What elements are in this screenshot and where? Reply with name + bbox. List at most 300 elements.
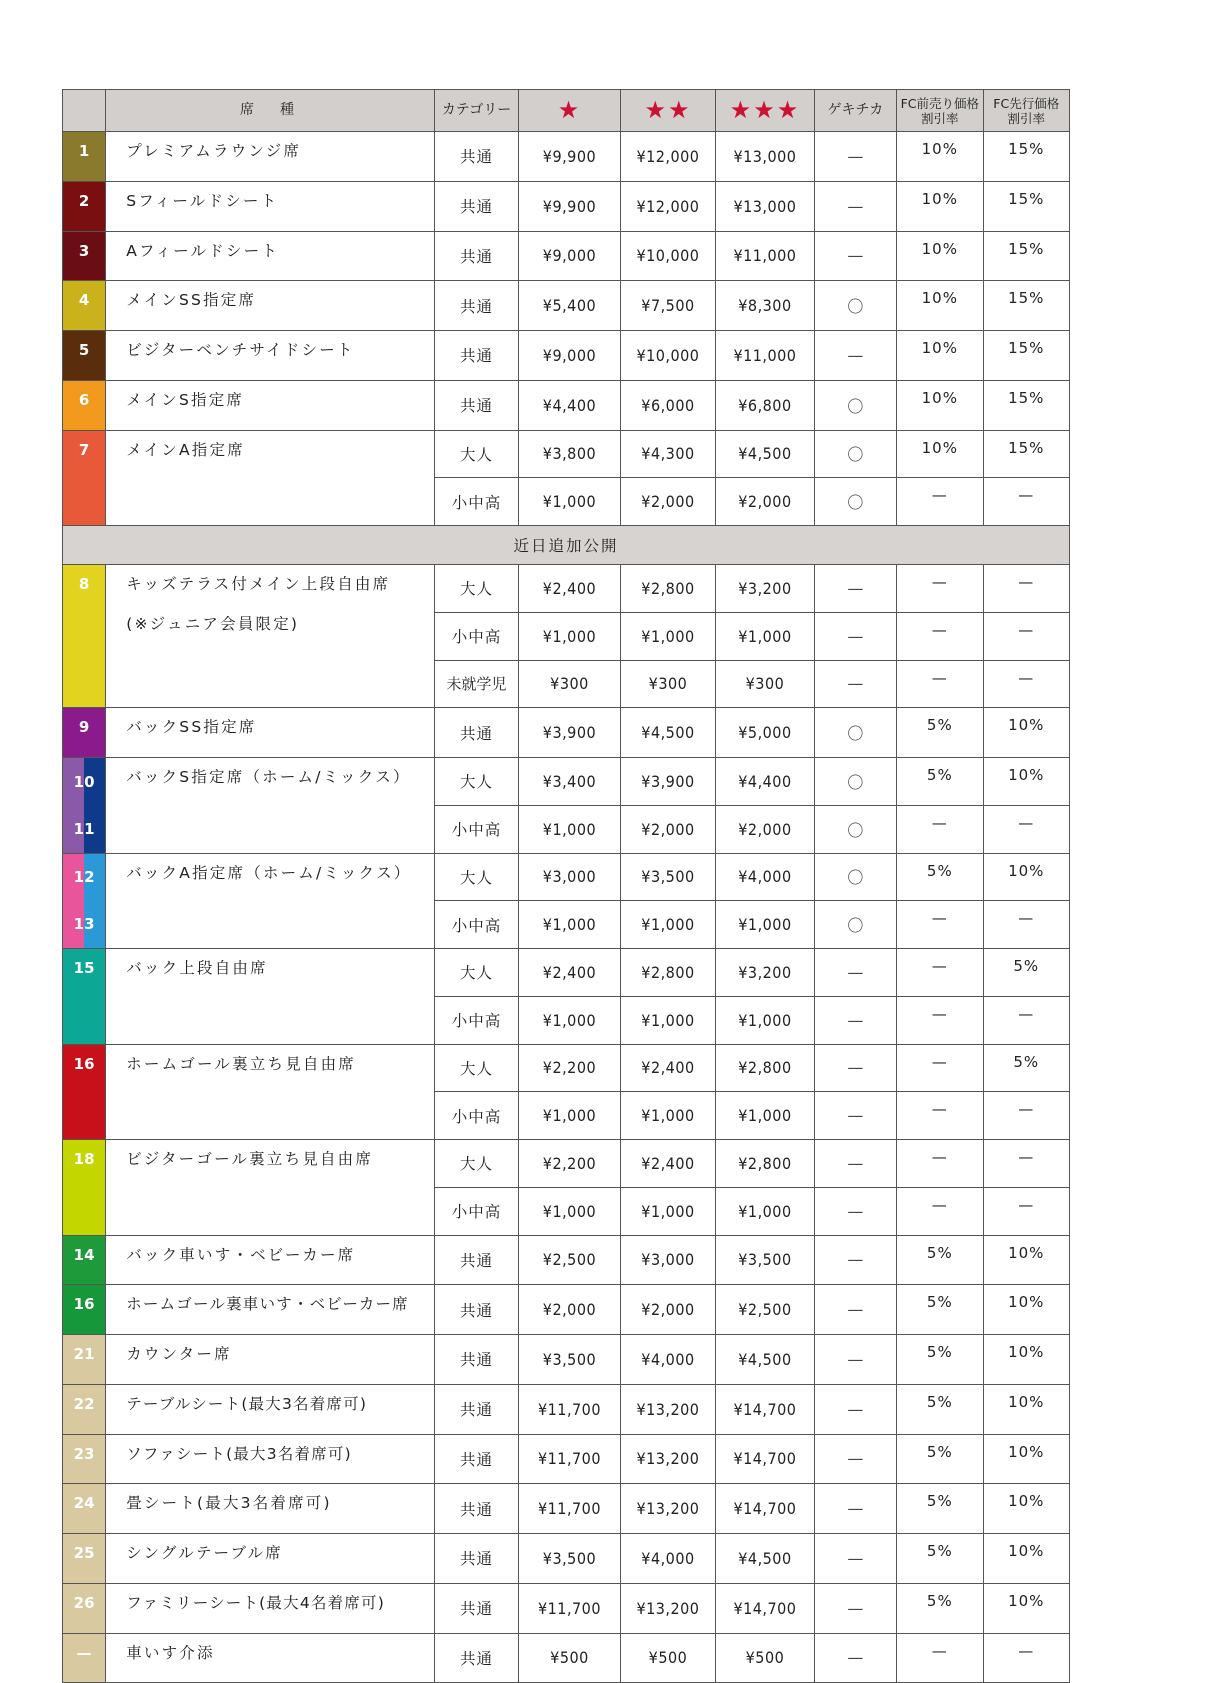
seat-name xyxy=(106,565,435,708)
table-row xyxy=(63,949,1070,997)
price-star2: ¥2,400 xyxy=(620,1140,715,1188)
fc-pre-discount: 10% xyxy=(897,181,983,231)
seat-number: 10 xyxy=(73,772,95,791)
price-star3: ¥1,000 xyxy=(716,1187,814,1235)
seat-number: 16 xyxy=(63,1044,106,1140)
category: 共通 xyxy=(434,132,518,182)
fc-pre-discount: 5% xyxy=(897,1434,983,1484)
price-star2: ¥2,000 xyxy=(620,805,715,853)
fc-adv-discount: — xyxy=(983,1140,1069,1188)
fc-pre-discount: — xyxy=(897,996,983,1044)
fc-pre-discount: — xyxy=(897,1092,983,1140)
fc-pre-discount: — xyxy=(897,660,983,708)
table-row xyxy=(63,565,1070,613)
price-star1: ¥3,500 xyxy=(519,1534,621,1584)
category: 共通 xyxy=(434,181,518,231)
fc-pre-discount: 5% xyxy=(897,853,983,901)
seat-name: バックS指定席（ホーム/ミックス） xyxy=(106,758,435,854)
category: 大人 xyxy=(434,565,518,613)
fc-pre-discount: 10% xyxy=(897,380,983,430)
category: 共通 xyxy=(434,1335,518,1385)
price-star1: ¥1,000 xyxy=(519,1092,621,1140)
price-star1: ¥3,400 xyxy=(519,758,621,806)
category: 大人 xyxy=(434,1044,518,1092)
price-star2: ¥13,200 xyxy=(620,1484,715,1534)
category: 共通 xyxy=(434,1534,518,1584)
geki: — xyxy=(814,181,896,231)
seat-number: 16 xyxy=(63,1285,106,1335)
category: 共通 xyxy=(434,1384,518,1434)
price-star3: ¥11,000 xyxy=(716,331,814,381)
seat-name: バック車いす・ベビーカー席 xyxy=(106,1235,435,1285)
price-star1: ¥2,400 xyxy=(519,565,621,613)
category: 大人 xyxy=(434,430,518,478)
price-star2: ¥13,200 xyxy=(620,1583,715,1633)
price-star3: ¥11,000 xyxy=(716,231,814,281)
price-star1: ¥11,700 xyxy=(519,1434,621,1484)
category: 共通 xyxy=(434,281,518,331)
seat-name: カウンター席 xyxy=(106,1335,435,1385)
section-label: 近日追加公開 xyxy=(63,526,1070,565)
price-star2: ¥4,300 xyxy=(620,430,715,478)
price-star1: ¥11,700 xyxy=(519,1484,621,1534)
category: 大人 xyxy=(434,758,518,806)
geki: — xyxy=(814,949,896,997)
category: 共通 xyxy=(434,1633,518,1683)
price-star3: ¥2,500 xyxy=(716,1285,814,1335)
category: 共通 xyxy=(434,380,518,430)
fc-adv-discount: 10% xyxy=(983,1534,1069,1584)
table-row xyxy=(63,758,1070,806)
table-row xyxy=(63,1633,1070,1683)
geki: 〇 xyxy=(814,380,896,430)
geki: — xyxy=(814,1092,896,1140)
header-fc-adv-l2: 割引率 xyxy=(1007,110,1046,126)
geki: — xyxy=(814,565,896,613)
price-star1: ¥5,400 xyxy=(519,281,621,331)
seat-number: 2 xyxy=(63,181,106,231)
geki: — xyxy=(814,1633,896,1683)
header-fc-pre-l1: FC前売り価格 xyxy=(900,95,980,111)
seat-name: バックSS指定席 xyxy=(106,708,435,758)
fc-adv-discount: 5% xyxy=(983,949,1069,997)
geki: — xyxy=(814,1484,896,1534)
fc-pre-discount: — xyxy=(897,478,983,526)
geki: — xyxy=(814,1384,896,1434)
price-star2: ¥1,000 xyxy=(620,612,715,660)
price-star3: ¥2,000 xyxy=(716,478,814,526)
fc-adv-discount: 10% xyxy=(983,708,1069,758)
seat-number: 3 xyxy=(63,231,106,281)
table-row xyxy=(63,132,1070,182)
price-star2: ¥13,200 xyxy=(620,1384,715,1434)
fc-adv-discount: — xyxy=(983,1187,1069,1235)
header-fc-adv-l1: FC先行価格 xyxy=(993,95,1060,111)
fc-adv-discount: 15% xyxy=(983,181,1069,231)
price-star3: ¥500 xyxy=(716,1633,814,1683)
fc-pre-discount: — xyxy=(897,1187,983,1235)
seat-name-line2: (※ジュニア会員限定) xyxy=(126,614,300,633)
fc-pre-discount: — xyxy=(897,901,983,949)
geki: 〇 xyxy=(814,478,896,526)
fc-pre-discount: — xyxy=(897,1044,983,1092)
geki: — xyxy=(814,612,896,660)
price-star2: ¥3,000 xyxy=(620,1235,715,1285)
geki: 〇 xyxy=(814,805,896,853)
geki: 〇 xyxy=(814,281,896,331)
tail-rows xyxy=(63,1235,1070,1683)
fc-adv-discount: — xyxy=(983,612,1069,660)
category: 小中高 xyxy=(434,996,518,1044)
price-star1: ¥300 xyxy=(519,660,621,708)
geki: — xyxy=(814,1335,896,1385)
fc-adv-discount: 15% xyxy=(983,231,1069,281)
price-star2: ¥500 xyxy=(620,1633,715,1683)
price-star3: ¥3,200 xyxy=(716,565,814,613)
price-star3: ¥6,800 xyxy=(716,380,814,430)
price-star3: ¥4,500 xyxy=(716,430,814,478)
seat-number: 9 xyxy=(63,708,106,758)
seat-number: 25 xyxy=(63,1534,106,1584)
fc-adv-discount: 10% xyxy=(983,1583,1069,1633)
seat-number: 26 xyxy=(63,1583,106,1633)
fc-adv-discount: 10% xyxy=(983,1484,1069,1534)
seat-name: バックA指定席（ホーム/ミックス） xyxy=(106,853,435,949)
category: 小中高 xyxy=(434,1187,518,1235)
fc-adv-discount: — xyxy=(983,660,1069,708)
price-star2: ¥3,900 xyxy=(620,758,715,806)
price-star1: ¥1,000 xyxy=(519,478,621,526)
table-row xyxy=(63,430,1070,478)
price-star3: ¥1,000 xyxy=(716,612,814,660)
table-row xyxy=(63,1335,1070,1385)
category: 小中高 xyxy=(434,901,518,949)
price-star3: ¥2,800 xyxy=(716,1044,814,1092)
category: 共通 xyxy=(434,708,518,758)
category: 共通 xyxy=(434,231,518,281)
price-star2: ¥300 xyxy=(620,660,715,708)
price-star1: ¥9,900 xyxy=(519,181,621,231)
price-star3: ¥2,000 xyxy=(716,805,814,853)
price-star3: ¥13,000 xyxy=(716,132,814,182)
price-star1: ¥2,200 xyxy=(519,1044,621,1092)
table-row xyxy=(63,853,1070,901)
fc-pre-discount: — xyxy=(897,565,983,613)
geki: — xyxy=(814,1285,896,1335)
fc-adv-discount: 15% xyxy=(983,380,1069,430)
seat-number: 8 xyxy=(63,565,106,708)
fc-pre-discount: 10% xyxy=(897,281,983,331)
price-star1: ¥4,400 xyxy=(519,380,621,430)
category: 小中高 xyxy=(434,1092,518,1140)
header-fc-adv xyxy=(983,90,1069,132)
price-star3: ¥8,300 xyxy=(716,281,814,331)
price-star2: ¥2,800 xyxy=(620,949,715,997)
fc-adv-discount: — xyxy=(983,565,1069,613)
fc-pre-discount: 10% xyxy=(897,430,983,478)
header-star3: ★★★ xyxy=(716,90,814,132)
price-star2: ¥1,000 xyxy=(620,1092,715,1140)
geki: 〇 xyxy=(814,901,896,949)
seat-number: 18 xyxy=(63,1140,106,1236)
category: 共通 xyxy=(434,1235,518,1285)
geki: — xyxy=(814,231,896,281)
geki: — xyxy=(814,1044,896,1092)
table-row xyxy=(63,1285,1070,1335)
seat-number: 11 xyxy=(73,819,95,838)
price-star3: ¥4,000 xyxy=(716,853,814,901)
seat-number: 6 xyxy=(63,380,106,430)
fc-adv-discount: 10% xyxy=(983,1384,1069,1434)
price-star1: ¥2,200 xyxy=(519,1140,621,1188)
seat-number: 21 xyxy=(63,1335,106,1385)
fc-adv-discount: 15% xyxy=(983,331,1069,381)
geki: — xyxy=(814,660,896,708)
price-star3: ¥14,700 xyxy=(716,1583,814,1633)
price-star2: ¥2,400 xyxy=(620,1044,715,1092)
price-star3: ¥14,700 xyxy=(716,1484,814,1534)
price-star3: ¥1,000 xyxy=(716,996,814,1044)
seat-number: 4 xyxy=(63,281,106,331)
table-row xyxy=(63,1140,1070,1188)
header-fc-pre-l2: 割引率 xyxy=(921,110,959,126)
price-star1: ¥3,800 xyxy=(519,430,621,478)
price-star1: ¥2,500 xyxy=(519,1235,621,1285)
category: 小中高 xyxy=(434,478,518,526)
price-star3: ¥5,000 xyxy=(716,708,814,758)
price-star1: ¥500 xyxy=(519,1633,621,1683)
table-row xyxy=(63,1044,1070,1092)
price-star2: ¥1,000 xyxy=(620,996,715,1044)
price-star1: ¥3,900 xyxy=(519,708,621,758)
seat-number: 12 xyxy=(73,868,95,887)
fc-adv-discount: — xyxy=(983,1633,1069,1683)
fc-pre-discount: 5% xyxy=(897,1335,983,1385)
price-star1: ¥11,700 xyxy=(519,1583,621,1633)
seat-name: メインA指定席 xyxy=(106,430,435,526)
price-star2: ¥4,500 xyxy=(620,708,715,758)
seat-number: 7 xyxy=(63,430,106,526)
seat-name: Sフィールドシート xyxy=(106,181,435,231)
seat-number-split xyxy=(63,758,106,854)
seat-name: ホームゴール裏車いす・ベビーカー席 xyxy=(106,1285,435,1335)
category: 未就学児 xyxy=(434,660,518,708)
price-star2: ¥10,000 xyxy=(620,231,715,281)
price-star2: ¥12,000 xyxy=(620,132,715,182)
geki: 〇 xyxy=(814,430,896,478)
seat-number: 23 xyxy=(63,1434,106,1484)
seat-price-table xyxy=(62,89,1070,1683)
fc-pre-discount: 5% xyxy=(897,1484,983,1534)
fc-adv-discount: 10% xyxy=(983,1235,1069,1285)
price-star2: ¥2,000 xyxy=(620,1285,715,1335)
fc-pre-discount: — xyxy=(897,805,983,853)
price-star2: ¥7,500 xyxy=(620,281,715,331)
seat-number: 15 xyxy=(63,949,106,1045)
price-star2: ¥13,200 xyxy=(620,1434,715,1484)
fc-adv-discount: 15% xyxy=(983,132,1069,182)
seat-name: ビジターゴール裏立ち見自由席 xyxy=(106,1140,435,1236)
fc-adv-discount: 10% xyxy=(983,1285,1069,1335)
seat-name: ホームゴール裏立ち見自由席 xyxy=(106,1044,435,1140)
price-star2: ¥2,800 xyxy=(620,565,715,613)
price-star1: ¥2,000 xyxy=(519,1285,621,1335)
fc-pre-discount: 5% xyxy=(897,758,983,806)
category: 大人 xyxy=(434,949,518,997)
fc-adv-discount: 15% xyxy=(983,430,1069,478)
seat-number: 13 xyxy=(73,915,95,934)
geki: — xyxy=(814,1187,896,1235)
fc-pre-discount: 5% xyxy=(897,708,983,758)
seat-number: 14 xyxy=(63,1235,106,1285)
fc-adv-discount: 10% xyxy=(983,1434,1069,1484)
header-row xyxy=(63,90,1070,132)
split-numbers xyxy=(63,758,105,853)
seat-name: シングルテーブル席 xyxy=(106,1534,435,1584)
fc-pre-discount: 5% xyxy=(897,1285,983,1335)
geki: — xyxy=(814,1235,896,1285)
price-star3: ¥2,800 xyxy=(716,1140,814,1188)
price-star2: ¥4,000 xyxy=(620,1335,715,1385)
seat-number: 1 xyxy=(63,132,106,182)
seat-number: — xyxy=(63,1633,106,1683)
table-row xyxy=(63,1484,1070,1534)
fc-pre-discount: — xyxy=(897,612,983,660)
fc-pre-discount: — xyxy=(897,1140,983,1188)
table-row xyxy=(63,1384,1070,1434)
price-star3: ¥4,500 xyxy=(716,1534,814,1584)
header-blank xyxy=(63,90,106,132)
fc-pre-discount: 5% xyxy=(897,1235,983,1285)
price-star2: ¥12,000 xyxy=(620,181,715,231)
header-seat: 席 種 xyxy=(106,90,435,132)
price-star3: ¥3,500 xyxy=(716,1235,814,1285)
category: 共通 xyxy=(434,1583,518,1633)
header-star2: ★★ xyxy=(620,90,715,132)
fc-pre-discount: 5% xyxy=(897,1384,983,1434)
category: 共通 xyxy=(434,331,518,381)
price-star1: ¥9,000 xyxy=(519,231,621,281)
table-row xyxy=(63,281,1070,331)
fc-pre-discount: 5% xyxy=(897,1583,983,1633)
table-row xyxy=(63,1534,1070,1584)
price-star3: ¥4,500 xyxy=(716,1335,814,1385)
table-row xyxy=(63,380,1070,430)
price-star2: ¥10,000 xyxy=(620,331,715,381)
split-numbers xyxy=(63,854,105,949)
geki: — xyxy=(814,1434,896,1484)
price-star1: ¥11,700 xyxy=(519,1384,621,1434)
seat-name: ファミリーシート(最大4名着席可) xyxy=(106,1583,435,1633)
table-row xyxy=(63,331,1070,381)
price-star1: ¥1,000 xyxy=(519,1187,621,1235)
fc-adv-discount: 10% xyxy=(983,853,1069,901)
price-star1: ¥1,000 xyxy=(519,996,621,1044)
price-star3: ¥3,200 xyxy=(716,949,814,997)
seat-name: ビジターベンチサイドシート xyxy=(106,331,435,381)
table-row xyxy=(63,1235,1070,1285)
table-row xyxy=(63,1434,1070,1484)
seat-name: メインSS指定席 xyxy=(106,281,435,331)
price-star1: ¥9,000 xyxy=(519,331,621,381)
seat-number: 22 xyxy=(63,1384,106,1434)
fc-adv-discount: — xyxy=(983,478,1069,526)
seat-number: 24 xyxy=(63,1484,106,1534)
fc-adv-discount: — xyxy=(983,1092,1069,1140)
seat-name: プレミアムラウンジ席 xyxy=(106,132,435,182)
price-star3: ¥1,000 xyxy=(716,1092,814,1140)
seat-name: 車いす介添 xyxy=(106,1633,435,1683)
fc-adv-discount: — xyxy=(983,901,1069,949)
geki: — xyxy=(814,1583,896,1633)
price-star2: ¥1,000 xyxy=(620,1187,715,1235)
price-star2: ¥1,000 xyxy=(620,901,715,949)
category: 小中高 xyxy=(434,612,518,660)
price-star2: ¥6,000 xyxy=(620,380,715,430)
seat-name: メインS指定席 xyxy=(106,380,435,430)
geki: 〇 xyxy=(814,708,896,758)
header-geki: ゲキチカ xyxy=(814,90,896,132)
fc-adv-discount: — xyxy=(983,805,1069,853)
seat-name: テーブルシート(最大3名着席可) xyxy=(106,1384,435,1434)
geki: 〇 xyxy=(814,758,896,806)
fc-pre-discount: 10% xyxy=(897,231,983,281)
price-star1: ¥3,000 xyxy=(519,853,621,901)
fc-adv-discount: 15% xyxy=(983,281,1069,331)
header-category: カテゴリー xyxy=(434,90,518,132)
fc-adv-discount: 5% xyxy=(983,1044,1069,1092)
table-row xyxy=(63,1583,1070,1633)
price-star3: ¥14,700 xyxy=(716,1384,814,1434)
price-star1: ¥9,900 xyxy=(519,132,621,182)
category: 大人 xyxy=(434,1140,518,1188)
section-row xyxy=(63,526,1070,565)
fc-pre-discount: 10% xyxy=(897,132,983,182)
category: 共通 xyxy=(434,1285,518,1335)
category: 共通 xyxy=(434,1434,518,1484)
price-star2: ¥4,000 xyxy=(620,1534,715,1584)
table-row xyxy=(63,708,1070,758)
category: 共通 xyxy=(434,1484,518,1534)
price-star3: ¥300 xyxy=(716,660,814,708)
geki: — xyxy=(814,132,896,182)
fc-pre-discount: 5% xyxy=(897,1534,983,1584)
table-row xyxy=(63,231,1070,281)
fc-adv-discount: 10% xyxy=(983,1335,1069,1385)
fc-pre-discount: — xyxy=(897,1633,983,1683)
price-star1: ¥1,000 xyxy=(519,901,621,949)
category: 小中高 xyxy=(434,805,518,853)
header-fc-pre xyxy=(897,90,983,132)
price-star3: ¥4,400 xyxy=(716,758,814,806)
geki: 〇 xyxy=(814,853,896,901)
table-row xyxy=(63,181,1070,231)
geki: — xyxy=(814,331,896,381)
price-star3: ¥13,000 xyxy=(716,181,814,231)
price-star3: ¥14,700 xyxy=(716,1434,814,1484)
price-star1: ¥2,400 xyxy=(519,949,621,997)
geki: — xyxy=(814,1140,896,1188)
price-star1: ¥1,000 xyxy=(519,805,621,853)
fc-pre-discount: 10% xyxy=(897,331,983,381)
geki: — xyxy=(814,996,896,1044)
price-star2: ¥2,000 xyxy=(620,478,715,526)
header-star1: ★ xyxy=(519,90,621,132)
price-star3: ¥1,000 xyxy=(716,901,814,949)
seat-name: Aフィールドシート xyxy=(106,231,435,281)
fc-adv-discount: 10% xyxy=(983,758,1069,806)
fc-pre-discount: — xyxy=(897,949,983,997)
